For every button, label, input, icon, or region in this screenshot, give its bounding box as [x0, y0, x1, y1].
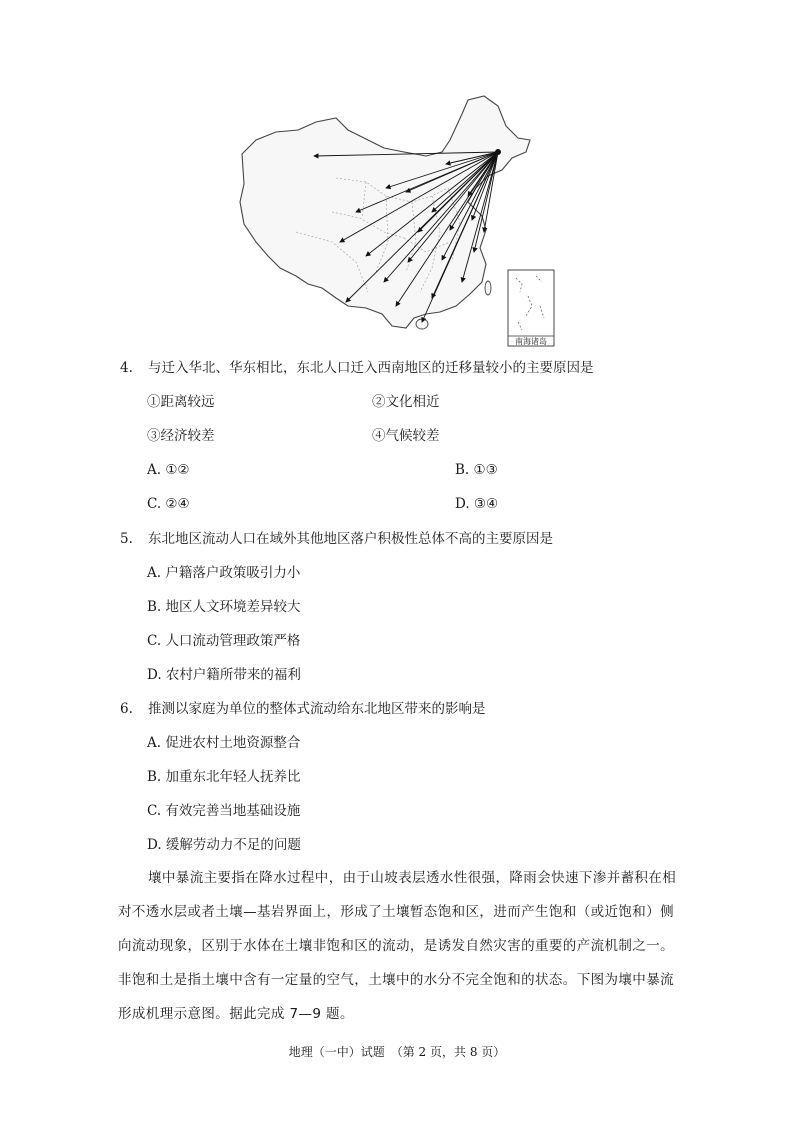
q4-statement-4: ④气候较差 — [372, 428, 440, 444]
q6-option-b[interactable]: B. 加重东北年轻人抚养比 — [147, 769, 301, 785]
passage-line-1: 壤中暴流主要指在降水过程中，由于山坡表层透水性很强，降雨会快速下渗并蓄积在相 — [148, 870, 677, 886]
question-5-stem: 5. 东北地区流动人口在域外其他地区落户积极性总体不高的主要原因是 — [120, 531, 553, 547]
q6-option-d[interactable]: D. 缓解劳动力不足的问题 — [147, 837, 301, 853]
q5-option-a[interactable]: A. 户籍落户政策吸引力小 — [147, 565, 301, 581]
q6-option-a[interactable]: A. 促进农村土地资源整合 — [147, 735, 301, 751]
q4-option-c[interactable]: C. ②④ — [147, 496, 190, 512]
passage-line-5: 形成机理示意图。据此完成 7—9 题。 — [118, 1006, 354, 1022]
south-sea-inset — [508, 270, 554, 346]
passage-line-3: 向流动现象，区别于水体在土壤非饱和区的流动，是诱发自然灾害的重要的产流机制之一。 — [118, 938, 674, 954]
question-4-stem: 4. 与迁入华北、华东相比，东北人口迁入西南地区的迁移量较小的主要原因是 — [120, 360, 594, 376]
q6-option-c[interactable]: C. 有效完善当地基础设施 — [147, 803, 301, 819]
q5-option-c[interactable]: C. 人口流动管理政策严格 — [147, 633, 301, 649]
passage-line-4: 非饱和土是指土壤中含有一定量的空气，土壤中的水分不完全饱和的状态。下图为壤中暴流 — [118, 972, 674, 988]
q4-statement-2: ②文化相近 — [372, 394, 440, 410]
question-6-stem: 6. 推测以家庭为单位的整体式流动给东北地区带来的影响是 — [120, 701, 486, 717]
china-map-svg — [236, 92, 558, 350]
passage-line-2: 对不透水层或者土壤—基岩界面上，形成了土壤暂态饱和区，进而产生饱和（或近饱和）侧 — [118, 904, 674, 920]
q4-statement-3: ③经济较差 — [147, 428, 215, 444]
migration-map — [236, 92, 558, 350]
hainan-island — [416, 319, 428, 329]
q5-option-d[interactable]: D. 农村户籍所带来的福利 — [147, 667, 301, 683]
page-footer: 地理（一中）试题 （第 2 页，共 8 页） — [288, 1045, 506, 1059]
q4-statement-1: ①距离较远 — [147, 394, 215, 410]
q5-option-b[interactable]: B. 地区人文环境差异较大 — [147, 599, 301, 615]
taiwan-island — [485, 281, 491, 295]
q4-option-b[interactable]: B. ①③ — [455, 462, 498, 478]
origin-point — [495, 149, 501, 155]
q4-option-a[interactable]: A. ①② — [147, 462, 190, 478]
inset-label: 南海诸岛 — [515, 337, 547, 346]
q4-option-d[interactable]: D. ③④ — [455, 496, 499, 512]
